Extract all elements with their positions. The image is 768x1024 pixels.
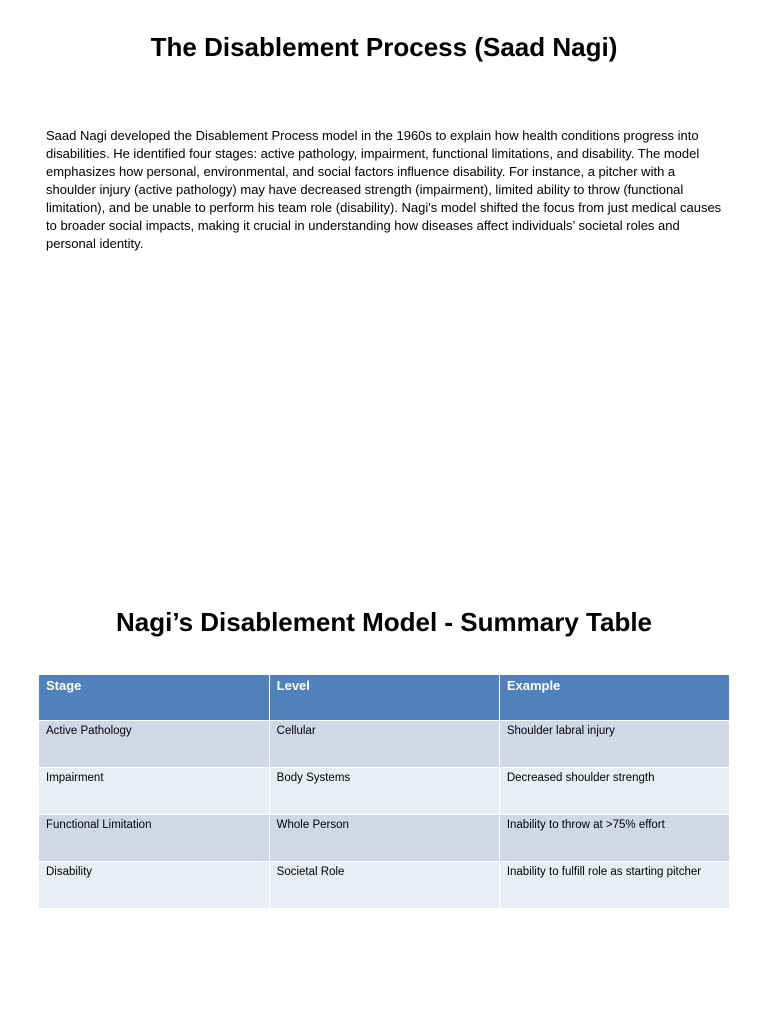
level-cell: Body Systems xyxy=(269,768,499,815)
stage-cell: Impairment xyxy=(39,768,269,815)
column-header-stage: Stage xyxy=(39,675,269,721)
example-cell: Shoulder labral injury xyxy=(499,721,729,768)
table-header-row xyxy=(39,675,730,721)
intro-paragraph: Saad Nagi developed the Disablement Process model in the 1960s to explain how health conditions progress into disabilities. He identified four stages: active pathology, impairment, functional limitations, and disability. The model emphasizes how personal, environmental, and social factors influence disability. For instance, a pitcher with a shoulder injury (active pathology) may have decreased strength (impairment), limited ability to throw (functional limitation), and be unable to perform his team role (disability). Nagi's model shifted the focus from just medical causes to broader social impacts, making it crucial in understanding how diseases affect individuals’ societal roles and personal identity. xyxy=(46,128,722,251)
level-cell: Whole Person xyxy=(269,815,499,862)
table-row xyxy=(39,721,730,768)
example-cell: Inability to throw at >75% effort xyxy=(499,815,729,862)
table-row xyxy=(39,862,730,909)
summary-table xyxy=(39,675,730,909)
stage-cell: Functional Limitation xyxy=(39,815,269,862)
example-cell: Decreased shoulder strength xyxy=(499,768,729,815)
example-cell: Inability to fulfill role as starting pitcher xyxy=(499,862,729,909)
stage-cell: Disability xyxy=(39,862,269,909)
level-cell: Cellular xyxy=(269,721,499,768)
summary-table-title: Nagi’s Disablement Model - Summary Table xyxy=(115,607,653,637)
column-header-level: Level xyxy=(269,675,499,721)
level-cell: Societal Role xyxy=(269,862,499,909)
column-header-example: Example xyxy=(499,675,729,721)
stage-cell: Active Pathology xyxy=(39,721,269,768)
table-row xyxy=(39,768,730,815)
table-row xyxy=(39,815,730,862)
page-title: The Disablement Process (Saad Nagi) xyxy=(150,32,618,62)
